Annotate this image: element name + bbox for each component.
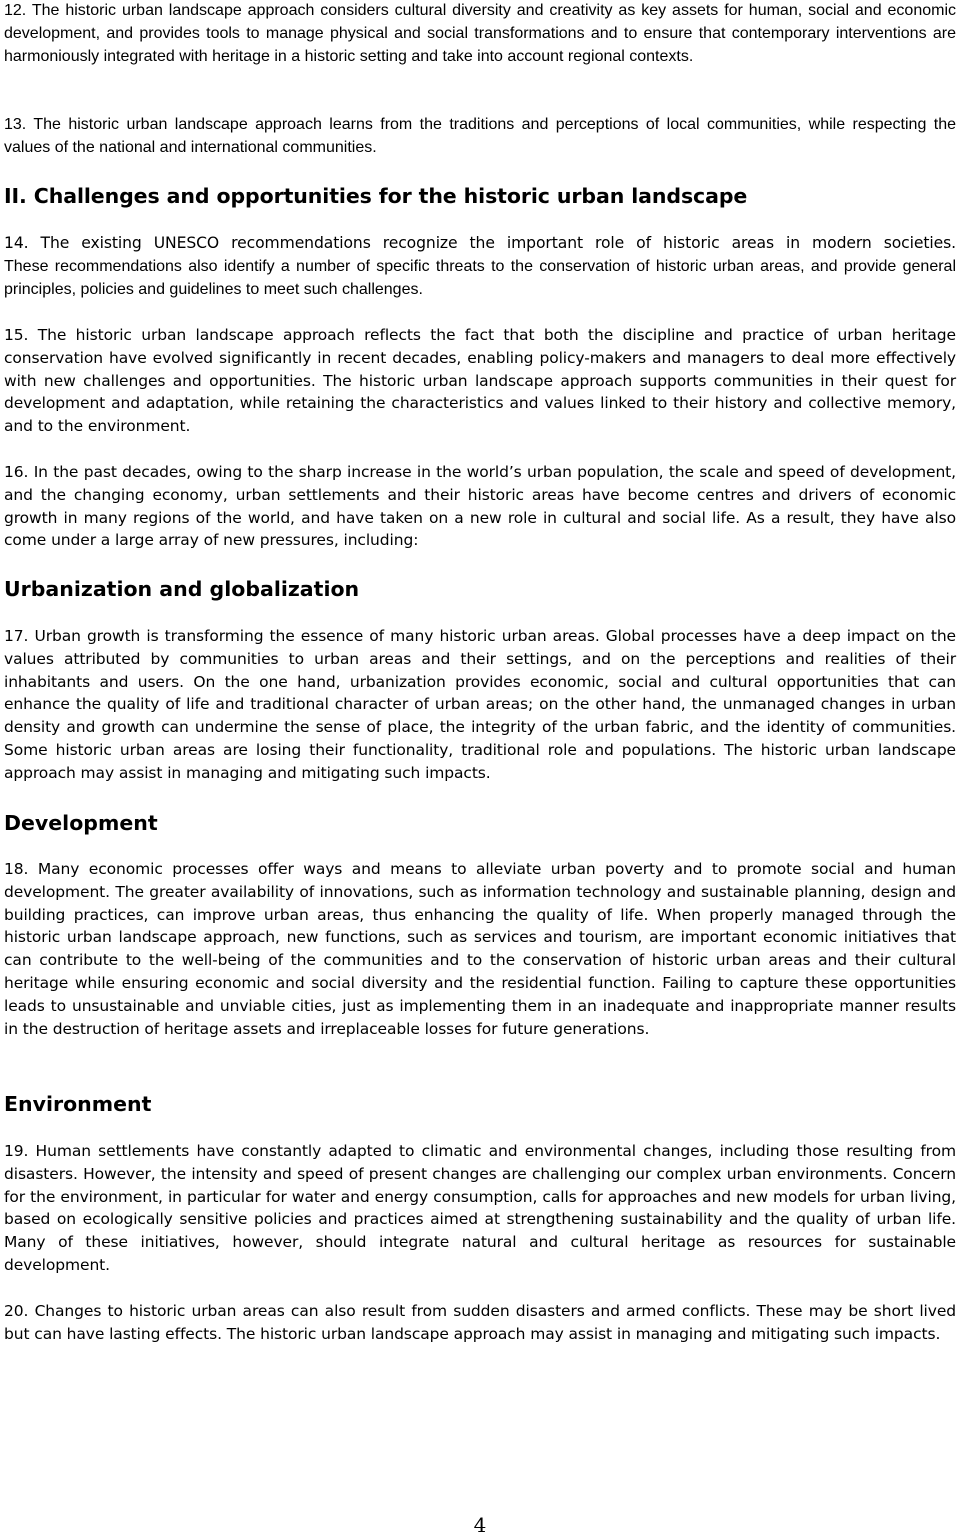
section-ii-title: II. Challenges and opportunities for the historic urban landscape	[4, 184, 748, 208]
paragraph-15: 15. The historic urban landscape approach reflects the fact that both the discipline and practice of urban heritage conservation have evolved significantly in recent decades, enabling policy-makers and managers to deal more effectively with new challenges and opportunities. The historic urban landscape approach supports communities in their quest for development and adaptation, while retaining the characteristics and values linked to their history and collective memory, and to the environment.	[4, 326, 956, 436]
paragraph-19: 19. Human settlements have constantly adapted to climatic and environmental changes, including those resulting from disasters. However, the intensity and speed of present changes are challenging our complex urban environments. Concern for the environment, in particular for water and energy consumption, calls for approaches and new models for urban living, based on ecologically sensitive policies and practices aimed at strengthening sustainability and the quality of urban life. Many of these initiatives, however, should integrate natural and cultural heritage as resources for sustainable development.	[4, 1142, 956, 1274]
paragraph-12: 12. The historic urban landscape approach considers cultural diversity and creativity as key assets for human, social and economic development, and provides tools to manage physical and social transformations and to ensure that contemporary interventions are harmoniously integrated with heritage in a historic setting and take into account regional contexts.	[4, 2, 956, 65]
heading-environment: Environment	[4, 1092, 152, 1116]
paragraph-20: 20. Changes to historic urban areas can also result from sudden disasters and armed conflicts. These may be short lived but can have lasting effects. The historic urban landscape approach may assist in managing and mitigating such impacts.	[4, 1302, 956, 1343]
paragraph-17: 17. Urban growth is transforming the essence of many historic urban areas. Global processes have a deep impact on the values attributed by communities to urban areas and their settings, and on the perceptions and realities of their inhabitants and users. On the one hand, urbanization provides economic, social and cultural opportunities that can enhance the quality of life and traditional character of urban areas; on the other hand, the unmanaged changes in urban density and growth can undermine the sense of place, the integrity of the urban fabric, and the identity of communities. Some historic urban areas are losing their functionality, traditional role and populations. The historic urban landscape approach may assist in managing and mitigating such impacts.	[4, 627, 956, 782]
paragraph-14-line-1: 14. The existing UNESCO recommendations recognize the important role of historic areas in modern societies.	[4, 234, 956, 252]
paragraph-14-continued: These recommendations also identify a number of specific threats to the conservation of historic urban areas, and provide general principles, policies and guidelines to meet such challenges.	[4, 258, 956, 298]
paragraph-16: 16. In the past decades, owing to the sharp increase in the world’s urban population, the scale and speed of development, and the changing economy, urban settlements and their historic areas have become centres and drivers of economic growth in many regions of the world, and have taken on a new role in cultural and social life. As a result, they have also come under a large array of new pressures, including:	[4, 463, 956, 550]
heading-development: Development	[4, 811, 158, 835]
page-number: 4	[473, 1513, 487, 1537]
heading-urbanization: Urbanization and globalization	[4, 577, 360, 601]
paragraph-13: 13. The historic urban landscape approach learns from the traditions and perceptions of local communities, while respecting the values of the national and international communities.	[4, 116, 956, 156]
paragraph-18: 18. Many economic processes offer ways and means to alleviate urban poverty and to promote social and human development. The greater availability of innovations, such as information technology and sustainable planning, design and building practices, can improve urban areas, thus enhancing the quality of life. When properly managed through the historic urban landscape approach, new functions, such as services and tourism, are important economic initiatives that can contribute to the well-being of the communities and to the conservation of historic urban areas and their cultural heritage while ensuring economic and social diversity and the residential function. Failing to capture these opportunities leads to unsustainable and unviable cities, just as implementing them in an inadequate and inappropriate manner results in the destruction of heritage assets and irreplaceable losses for future generations.	[4, 860, 956, 1038]
